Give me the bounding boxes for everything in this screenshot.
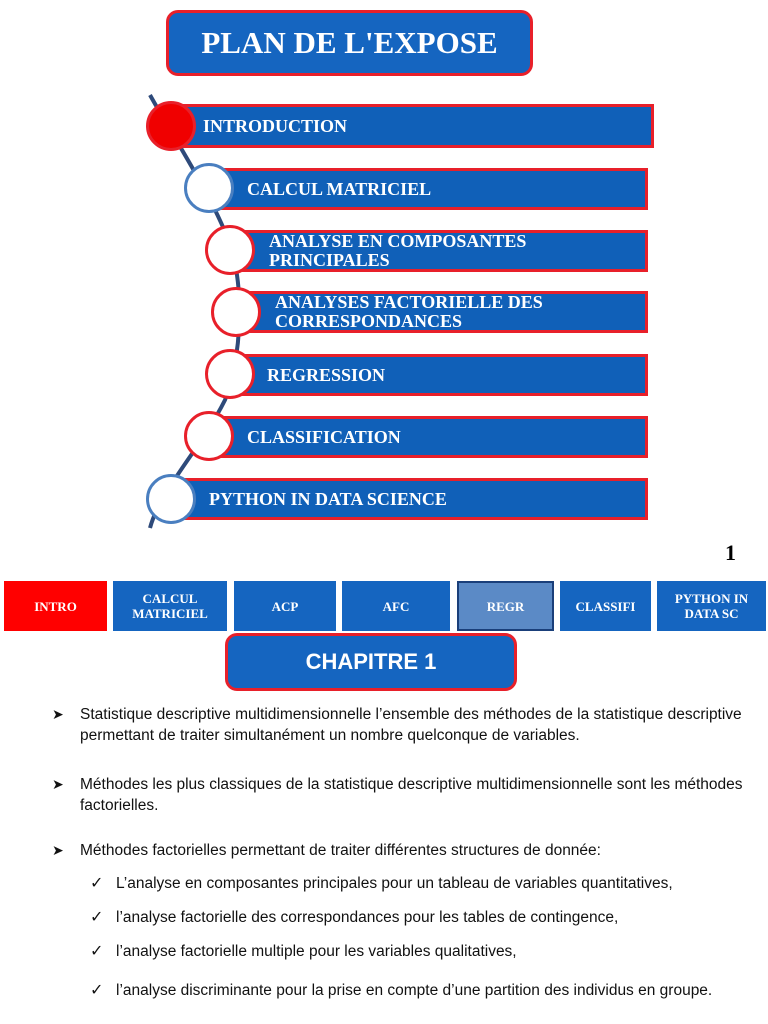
- tab-regr[interactable]: REGR: [457, 581, 554, 631]
- agenda-item-classification[interactable]: CLASSIFICATION: [210, 416, 648, 458]
- bullet-item: ➤ Méthodes factorielles permettant de traiter différentes structures de donnée:: [52, 842, 601, 859]
- bullet-item: ➤ Statistique descriptive multidimensionnelle l’ensemble des méthodes de la statistique descriptive permettant de traiter simultanément un nombre quelconque de variables.: [52, 706, 742, 744]
- tab-acp[interactable]: ACP: [234, 581, 336, 631]
- agenda-bullet: [205, 349, 255, 399]
- agenda-bullet: [184, 163, 234, 213]
- page-title: PLAN DE L'EXPOSE: [166, 10, 533, 76]
- agenda-bullet: [146, 474, 196, 524]
- chapter-title: CHAPITRE 1: [225, 633, 517, 691]
- sub-bullet-item: ✓ l’analyse discriminante pour la prise en compte d’une partition des individus en groupe.: [90, 976, 750, 1006]
- tab-python[interactable]: PYTHON IN DATA SC: [657, 581, 766, 631]
- tab-calcul-matriciel[interactable]: CALCUL MATRICIEL: [113, 581, 227, 631]
- agenda-item-regression[interactable]: REGRESSION: [232, 354, 648, 396]
- checkmark-icon: ✓: [90, 909, 104, 926]
- page-number: 1: [725, 540, 736, 565]
- agenda-bullet: [211, 287, 261, 337]
- sub-bullet-item: ✓ l’analyse factorielle multiple pour les variables qualitatives,: [90, 943, 517, 960]
- arrow-bullet-icon: ➤: [52, 706, 64, 722]
- bullet-item: ➤ Méthodes les plus classiques de la statistique descriptive multidimensionnelle sont les méthodes factorielles.: [52, 776, 743, 814]
- checkmark-icon: ✓: [90, 982, 104, 999]
- sub-bullet-item: ✓ L’analyse en composantes principales pour un tableau de variables quantitatives,: [90, 875, 673, 892]
- agenda-bullet: [184, 411, 234, 461]
- tab-afc[interactable]: AFC: [342, 581, 450, 631]
- agenda-item-acp[interactable]: ANALYSE EN COMPOSANTES PRINCIPALES: [232, 230, 648, 272]
- arrow-bullet-icon: ➤: [52, 842, 64, 858]
- agenda-item-afc[interactable]: ANALYSES FACTORIELLE DES CORRESPONDANCES: [238, 291, 648, 333]
- tab-intro[interactable]: INTRO: [4, 581, 107, 631]
- checkmark-icon: ✓: [90, 875, 104, 892]
- agenda-bullet: [205, 225, 255, 275]
- agenda-item-introduction[interactable]: INTRODUCTION: [176, 104, 654, 148]
- agenda-bullet-active: [146, 101, 196, 151]
- checkmark-icon: ✓: [90, 943, 104, 960]
- agenda-item-calcul-matriciel[interactable]: CALCUL MATRICIEL: [210, 168, 648, 210]
- arrow-bullet-icon: ➤: [52, 776, 64, 792]
- tab-classifi[interactable]: CLASSIFI: [560, 581, 651, 631]
- sub-bullet-item: ✓ l’analyse factorielle des correspondances pour les tables de contingence,: [90, 909, 619, 926]
- agenda-item-python[interactable]: PYTHON IN DATA SCIENCE: [176, 478, 648, 520]
